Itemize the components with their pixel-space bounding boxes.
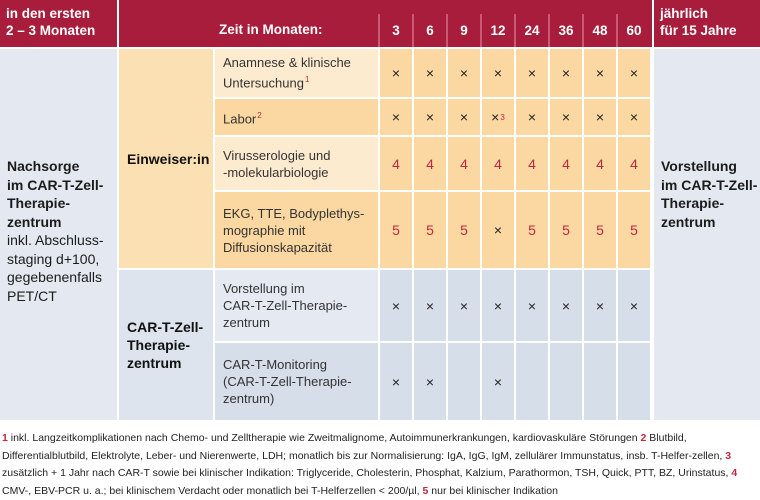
value-mark: ×	[493, 222, 503, 238]
value-cell	[618, 99, 650, 135]
right-panel-bold3: Therapie-	[661, 195, 725, 211]
value-cell	[380, 343, 412, 420]
value-cell	[448, 137, 480, 190]
right-panel-bold1: Vorstellung	[661, 158, 737, 174]
value-cell	[516, 49, 548, 97]
value-cell	[618, 270, 650, 341]
value-cell	[550, 137, 582, 190]
value-cell	[380, 137, 412, 190]
value-cell	[618, 343, 650, 420]
value-cell	[414, 137, 446, 190]
header-divider	[582, 14, 584, 47]
header-divider	[514, 14, 516, 47]
header-right-line1: jährlich	[660, 6, 709, 21]
month-header-6: 6	[426, 23, 434, 38]
value-cell	[516, 99, 548, 135]
value-cell	[584, 137, 616, 190]
value-cell	[550, 49, 582, 97]
value-mark: ×	[595, 297, 605, 314]
value-cell	[380, 49, 412, 97]
left-panel-line2: staging d+100,	[7, 250, 100, 267]
value-mark: ×	[629, 109, 639, 125]
left-panel-bold3: Therapie-	[7, 195, 71, 211]
row-label-line: zentrum	[223, 315, 270, 330]
left-panel-bold4: zentrum	[7, 213, 62, 230]
month-header-36: 36	[558, 23, 574, 38]
value-mark: 4	[392, 155, 400, 172]
value-mark: 4	[596, 155, 604, 172]
value-cell	[380, 99, 412, 135]
value-cell	[550, 99, 582, 135]
row-label	[215, 270, 378, 341]
footnote-num-3: 3	[725, 449, 732, 462]
value-mark: 4	[426, 155, 434, 172]
left-panel-line4: PET/CT	[7, 287, 57, 304]
value-mark: ×	[425, 109, 435, 125]
right-panel-bold2: im CAR-T-Zell-	[661, 176, 758, 193]
value-cell	[516, 192, 548, 268]
month-header-60: 60	[626, 23, 642, 38]
value-mark: 5	[392, 222, 400, 238]
value-mark: ×	[595, 65, 605, 81]
value-cell	[448, 343, 480, 420]
value-cell	[448, 99, 480, 135]
footnote-text-5: nur bei klinischer Indikation	[428, 484, 558, 497]
value-mark: ×	[561, 297, 571, 314]
value-cell	[448, 49, 480, 97]
footnote-num-2: 2	[640, 432, 647, 444]
value-mark: 4	[460, 155, 468, 172]
value-mark: ×	[459, 65, 469, 81]
right-panel-bold4: zentrum	[661, 213, 716, 230]
value-mark: ×	[629, 65, 639, 81]
value-mark: 4	[630, 155, 638, 172]
month-header-9: 9	[460, 23, 468, 38]
right-panel	[654, 49, 760, 420]
value-mark: 4	[562, 155, 570, 172]
value-cell	[618, 49, 650, 97]
row-label	[215, 99, 378, 135]
row-label-line: EKG, TTE, Bodyplethys-	[223, 205, 365, 221]
value-mark: ×	[629, 297, 639, 314]
value-cell	[516, 137, 548, 190]
row-label-line: Diffusionskapazität	[223, 239, 332, 255]
value-mark: 5	[426, 222, 434, 238]
row-label-line: Untersuchung	[223, 75, 304, 91]
row-label-line: mographie mit	[223, 222, 306, 238]
header-divider	[616, 14, 618, 47]
footnote-ref: 3	[500, 112, 505, 122]
left-panel	[0, 49, 117, 420]
value-cell	[516, 343, 548, 420]
value-mark: ×	[459, 109, 469, 125]
value-cell	[482, 192, 514, 268]
left-panel-bold1: Nachsorge	[7, 158, 80, 174]
value-cell	[448, 192, 480, 268]
value-cell	[618, 137, 650, 190]
value-mark: 4	[494, 155, 502, 172]
value-cell	[482, 343, 514, 420]
value-cell	[482, 49, 514, 97]
value-mark: ×	[391, 373, 401, 390]
value-mark: ×	[493, 297, 503, 314]
group-einweiser	[119, 49, 213, 268]
footnote-num-1: 1	[2, 432, 8, 444]
header-right	[654, 0, 760, 47]
value-mark: 5	[528, 222, 536, 238]
value-cell	[482, 270, 514, 341]
footnote-text-3: zusätzlich + 1 Jahr nach CAR-T sowie bei klinischer Indikation: Triglyceride, Cholesterin, Phosphat, Kalzium, Parathormon, TSH, Quick, PTT, BZ, Urinstatus,	[2, 467, 732, 479]
header-divider	[480, 14, 482, 47]
group-cart	[119, 270, 213, 420]
value-mark: ×	[425, 373, 435, 390]
value-cell	[414, 192, 446, 268]
group-cart-line3: zentrum	[127, 355, 182, 371]
row-label	[215, 343, 378, 420]
row-label-line: Vorstellung im	[223, 281, 305, 296]
row-label-line: Virusserologie und	[223, 147, 331, 163]
value-mark: ×	[561, 109, 571, 125]
value-mark: ×	[595, 109, 605, 125]
row-label-line: (CAR-T-Zell-Therapie-	[223, 374, 352, 389]
month-header-3: 3	[392, 23, 400, 38]
value-cell	[414, 99, 446, 135]
value-mark: ×	[391, 109, 401, 125]
header-right-line2: für 15 Jahre	[660, 23, 737, 38]
value-mark: ×	[425, 297, 435, 314]
value-cell	[482, 99, 514, 135]
value-mark: ×	[493, 65, 503, 81]
month-header-24: 24	[524, 23, 540, 38]
footnote-text-2: Blutbild, Differentialblutbild, Elektrolyte, Leber- und Nierenwerte, LDH; monatlich bis zur Normalisierung: IgA, IgG, IgM, zellulärer Immunstatus, insb. T-Helfer-zellen,	[2, 432, 726, 462]
value-cell	[550, 270, 582, 341]
value-cell	[414, 270, 446, 341]
row-label-line: -molekularbiologie	[223, 164, 329, 180]
value-mark: ×	[459, 297, 469, 314]
value-cell	[584, 192, 616, 268]
value-mark: ×	[425, 65, 435, 81]
row-label-line: zentrum)	[223, 391, 275, 406]
value-cell	[448, 270, 480, 341]
footnote-ref: 1	[304, 75, 310, 85]
value-cell	[618, 192, 650, 268]
value-cell	[550, 343, 582, 420]
row-label-line: Labor	[223, 111, 257, 127]
header-left-line2: 2 – 3 Monaten	[6, 23, 96, 38]
left-panel-line1: inkl. Abschluss-	[7, 232, 104, 248]
value-cell	[414, 343, 446, 420]
row-label	[215, 137, 378, 190]
header-divider	[378, 14, 380, 47]
group-cart-line1: CAR-T-Zell-	[127, 319, 204, 335]
value-mark: 5	[562, 222, 570, 238]
value-cell	[414, 49, 446, 97]
value-cell	[584, 270, 616, 341]
footnote-num-5: 5	[422, 484, 429, 497]
header-divider	[548, 14, 550, 47]
value-cell	[380, 270, 412, 341]
value-cell	[584, 343, 616, 420]
footnote-ref: 2	[257, 110, 262, 120]
row-label	[215, 49, 378, 97]
row-label-line: Anamnese & klinische	[223, 55, 351, 71]
row-label-line: CAR-T-Monitoring	[223, 357, 328, 372]
header-divider	[446, 14, 448, 47]
month-header-48: 48	[592, 23, 608, 38]
group-cart-line2: Therapie-	[127, 337, 191, 353]
row-label-line: CAR-T-Zell-Therapie-	[223, 298, 348, 313]
value-mark: ×	[527, 109, 537, 125]
header-time-label: Zeit in Monaten:	[219, 22, 323, 37]
footnote-num-4: 4	[731, 467, 738, 479]
value-mark: 4	[528, 155, 536, 172]
value-mark: ×	[527, 65, 537, 81]
footnote-text-4: CMV-, EBV-PCR u. a.; bei klinischem Verdacht oder monatlich bei T-Helferzellen < 200/µl,	[2, 484, 423, 497]
header-left-line1: in den ersten	[6, 6, 91, 21]
group-einweiser-label: Einweiser:in	[127, 150, 210, 167]
value-mark: 5	[630, 222, 638, 238]
value-mark: ×	[527, 297, 537, 314]
footnote-text-1: inkl. Langzeitkomplikationen nach Chemo- und Zelltherapie wie Zweitmalignome, Autoimmunerkrankungen, kardiovaskuläre Störungen	[7, 432, 641, 444]
left-panel-line3: gegebenenfalls	[7, 269, 102, 285]
value-cell	[584, 99, 616, 135]
value-cell	[482, 137, 514, 190]
value-mark: 5	[460, 222, 468, 238]
month-header-12: 12	[490, 23, 506, 38]
value-cell	[516, 270, 548, 341]
header-left	[0, 0, 117, 47]
value-mark: ×	[391, 65, 401, 81]
value-mark: ×	[491, 109, 500, 125]
value-mark: 5	[596, 222, 604, 238]
value-cell	[550, 192, 582, 268]
value-mark: ×	[391, 297, 401, 314]
left-panel-bold2: im CAR-T-Zell-	[7, 176, 104, 193]
value-cell	[584, 49, 616, 97]
footnote	[2, 430, 758, 500]
row-label	[215, 192, 378, 268]
value-mark: ×	[493, 373, 503, 390]
value-mark: ×	[561, 65, 571, 81]
header-divider	[412, 14, 414, 47]
value-cell	[380, 192, 412, 268]
